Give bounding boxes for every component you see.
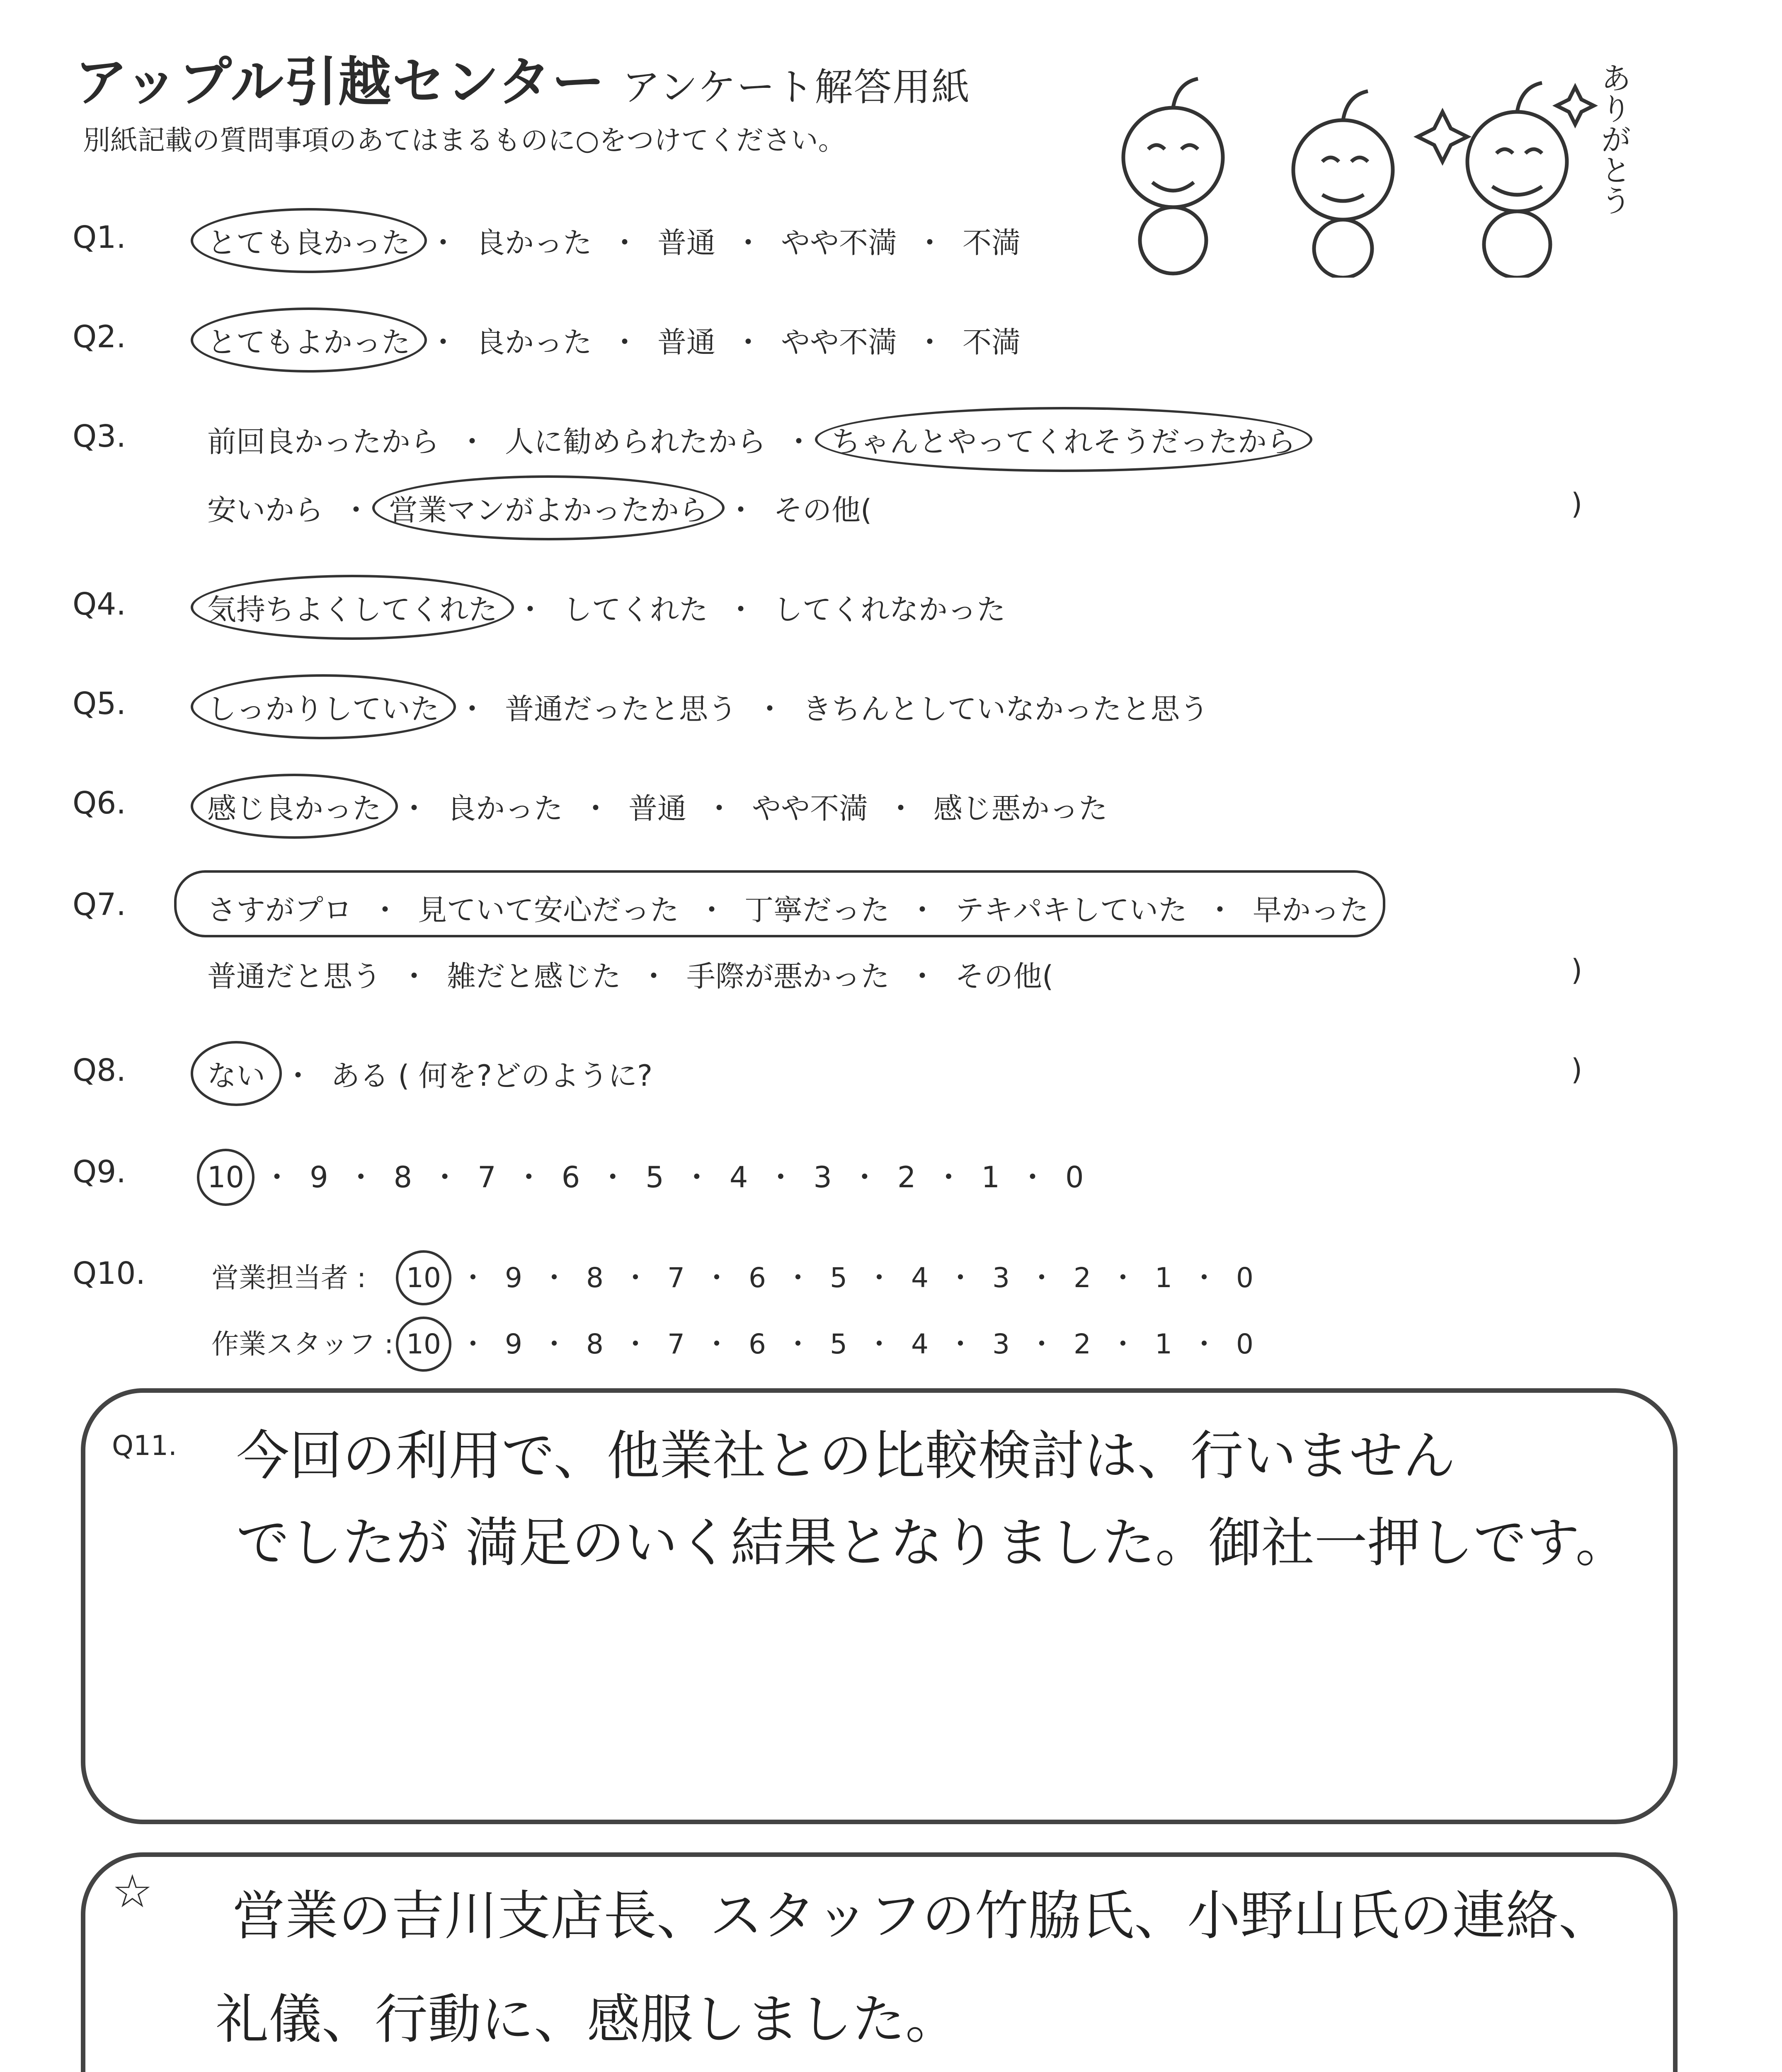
- q6-option[interactable]: 普通: [628, 792, 686, 825]
- q3-option[interactable]: 営業マンがよかったから: [389, 487, 708, 529]
- q10-score[interactable]: 3: [992, 1262, 1010, 1294]
- q9-score[interactable]: 7: [478, 1160, 496, 1194]
- q1-option[interactable]: 不満: [963, 226, 1021, 260]
- q3-label: Q3.: [73, 419, 126, 454]
- q9-score[interactable]: 10: [207, 1160, 244, 1194]
- q7-option[interactable]: 手際が悪かった: [686, 959, 890, 993]
- q1-label: Q1.: [73, 220, 126, 255]
- q2-option[interactable]: 不満: [963, 325, 1021, 359]
- q5-option[interactable]: 普通だったと思う: [505, 692, 737, 726]
- q9-score[interactable]: 6: [561, 1160, 580, 1194]
- q1-option[interactable]: やや不満: [781, 226, 897, 260]
- q7-option[interactable]: 丁寧だった: [744, 893, 890, 927]
- q3-option[interactable]: 前回良かったから: [207, 425, 439, 459]
- q6-option[interactable]: 良かった: [447, 792, 563, 825]
- q3-options-line1: 前回良かったから ・ 人に勧められたから ・ ちゃんとやってくれそうだったから: [207, 419, 1296, 460]
- form-title: アンケート解答用紙: [622, 65, 971, 109]
- q7-close-paren: ): [1571, 953, 1583, 987]
- q7-option[interactable]: 雑だと感じた: [447, 959, 621, 993]
- q3-close-paren: ): [1571, 487, 1583, 521]
- q10-score[interactable]: 4: [911, 1262, 929, 1294]
- q9-score[interactable]: 4: [729, 1160, 748, 1194]
- q10-score[interactable]: 6: [748, 1328, 766, 1360]
- q10-score[interactable]: 1: [1154, 1328, 1172, 1360]
- q1-option[interactable]: 良かった: [476, 226, 592, 260]
- q11-label: Q11.: [112, 1430, 177, 1462]
- q10-row-sales: 営業担当者 : 10 ・ 9 ・ 8 ・ 7 ・ 6 ・ 5 ・ 4 ・ 3 ・ 2 ・ 1 ・ 0: [211, 1256, 1253, 1295]
- q9-score[interactable]: 0: [1065, 1160, 1084, 1194]
- star-icon: ☆: [112, 1865, 153, 1918]
- q5-option[interactable]: きちんとしていなかったと思う: [803, 692, 1209, 726]
- q4-options: 気持ちよくしてくれた ・ してくれた ・ してくれなかった: [207, 586, 1006, 628]
- q6-option[interactable]: 感じ悪かった: [933, 792, 1108, 825]
- q2-option[interactable]: やや不満: [781, 325, 897, 359]
- q9-score[interactable]: 9: [310, 1160, 328, 1194]
- q10-row-staff: 作業スタッフ : 10 ・ 9 ・ 8 ・ 7 ・ 6 ・ 5 ・ 4 ・ 3 ・ 2 ・ 1 ・ 0: [211, 1322, 1253, 1361]
- q4-option[interactable]: してくれなかった: [773, 593, 1006, 627]
- q10-score[interactable]: 5: [829, 1328, 847, 1360]
- q2-option[interactable]: とてもよかった: [207, 319, 410, 361]
- q9-score[interactable]: 1: [981, 1160, 1000, 1194]
- q8-options: ない ・ ある ( 何を?どのように?: [207, 1053, 652, 1094]
- q10-score[interactable]: 2: [1073, 1262, 1091, 1294]
- comment-line: 礼儀、行動に、感服しました。: [216, 1989, 959, 2050]
- q10-score[interactable]: 7: [667, 1262, 685, 1294]
- q10-score[interactable]: 2: [1073, 1328, 1091, 1360]
- q6-option[interactable]: 感じ良かった: [207, 785, 381, 827]
- q10-score[interactable]: 10: [406, 1262, 441, 1294]
- q6-label: Q6.: [73, 785, 126, 821]
- q10-score[interactable]: 0: [1236, 1262, 1253, 1294]
- q10-score[interactable]: 7: [667, 1328, 685, 1360]
- q3-options-line2: 安いから ・ 営業マンがよかったから ・ その他(: [207, 487, 872, 529]
- q6-option[interactable]: やや不満: [752, 792, 868, 825]
- q7-option[interactable]: さすがプロ: [207, 893, 352, 927]
- mascot-caption: ありがとう: [1596, 62, 1632, 215]
- q5-option[interactable]: しっかりしていた: [207, 686, 439, 728]
- mascot-illustration: [1098, 62, 1637, 278]
- instruction-text: 別紙記載の質問事項のあてはまるものに○をつけてください。: [83, 124, 846, 156]
- q5-label: Q5.: [73, 686, 126, 721]
- q2-label: Q2.: [73, 319, 126, 355]
- q10-row-label: 作業スタッフ :: [211, 1328, 394, 1360]
- company-name: アップル引越センター: [75, 51, 606, 113]
- q9-scale: 10 ・ 9 ・ 8 ・ 7 ・ 6 ・ 5 ・ 4 ・ 3 ・ 2 ・ 1 ・ 0: [207, 1154, 1084, 1196]
- q7-options-line2: 普通だと思う ・ 雑だと感じた ・ 手際が悪かった ・ その他(: [207, 953, 1053, 995]
- q7-option[interactable]: テキパキしていた: [955, 893, 1187, 927]
- q10-score[interactable]: 10: [406, 1328, 441, 1360]
- q8-option[interactable]: ない: [207, 1053, 265, 1094]
- q10-score[interactable]: 4: [911, 1328, 929, 1360]
- q10-score[interactable]: 5: [829, 1262, 847, 1294]
- q1-option[interactable]: とても良かった: [207, 220, 410, 261]
- q4-option[interactable]: 気持ちよくしてくれた: [207, 586, 497, 628]
- q9-score[interactable]: 5: [645, 1160, 664, 1194]
- q7-option[interactable]: 普通だと思う: [207, 959, 381, 993]
- mascot-icon: [1098, 62, 1637, 278]
- q10-score[interactable]: 3: [992, 1328, 1010, 1360]
- q2-option[interactable]: 良かった: [476, 325, 592, 359]
- q9-score[interactable]: 2: [897, 1160, 916, 1194]
- q7-option[interactable]: 見ていて安心だった: [418, 893, 679, 927]
- q3-option[interactable]: 人に勧められたから: [505, 425, 766, 459]
- q9-score[interactable]: 3: [813, 1160, 832, 1194]
- q10-score[interactable]: 9: [504, 1262, 522, 1294]
- q7-option[interactable]: 早かった: [1253, 893, 1369, 927]
- q2-options: とてもよかった ・ 良かった ・ 普通 ・ やや不満 ・ 不満: [207, 319, 1021, 361]
- q7-options-line1: さすがプロ ・ 見ていて安心だった ・ 丁寧だった ・ テキパキしていた ・ 早かった: [207, 887, 1369, 929]
- q11-answer-line: でしたが 満足のいく結果となりました。御社一押しです。: [236, 1512, 1629, 1574]
- q5-options: しっかりしていた ・ 普通だったと思う ・ きちんとしていなかったと思う: [207, 686, 1209, 728]
- q8-close-paren: ): [1571, 1053, 1583, 1087]
- q11-answer-line: 今回の利用で、他業社との比較検討は、行いません: [236, 1425, 1456, 1487]
- q3-option[interactable]: 安いから: [207, 493, 323, 527]
- q6-options: 感じ良かった ・ 良かった ・ 普通 ・ やや不満 ・ 感じ悪かった: [207, 785, 1108, 827]
- q10-score[interactable]: 0: [1236, 1328, 1253, 1360]
- q10-score[interactable]: 1: [1154, 1262, 1172, 1294]
- q10-score[interactable]: 6: [748, 1262, 766, 1294]
- q9-score[interactable]: 8: [393, 1160, 412, 1194]
- q8-option[interactable]: ある ( 何を?どのように?: [331, 1059, 653, 1093]
- form-header: [75, 39, 970, 116]
- q1-options: とても良かった ・ 良かった ・ 普通 ・ やや不満 ・ 不満: [207, 220, 1021, 261]
- q4-label: Q4.: [73, 586, 126, 622]
- q9-label: Q9.: [73, 1154, 126, 1190]
- q10-score[interactable]: 8: [586, 1328, 604, 1360]
- q7-option-other[interactable]: その他(: [955, 959, 1054, 993]
- q2-option[interactable]: 普通: [657, 325, 715, 359]
- q3-option-other[interactable]: その他(: [773, 493, 872, 527]
- q10-score[interactable]: 9: [504, 1328, 522, 1360]
- q3-option[interactable]: ちゃんとやってくれそうだったから: [832, 419, 1296, 460]
- q8-label: Q8.: [73, 1053, 126, 1088]
- q7-label: Q7.: [73, 887, 126, 922]
- q10-label: Q10.: [73, 1256, 145, 1291]
- q4-option[interactable]: してくれた: [563, 593, 708, 627]
- q1-option[interactable]: 普通: [657, 226, 715, 260]
- q10-score[interactable]: 8: [586, 1262, 604, 1294]
- comment-line: 営業の吉川支店長、スタッフの竹脇氏、小野山氏の連絡、: [232, 1885, 1612, 1947]
- q10-row-label: 営業担当者 :: [211, 1262, 366, 1294]
